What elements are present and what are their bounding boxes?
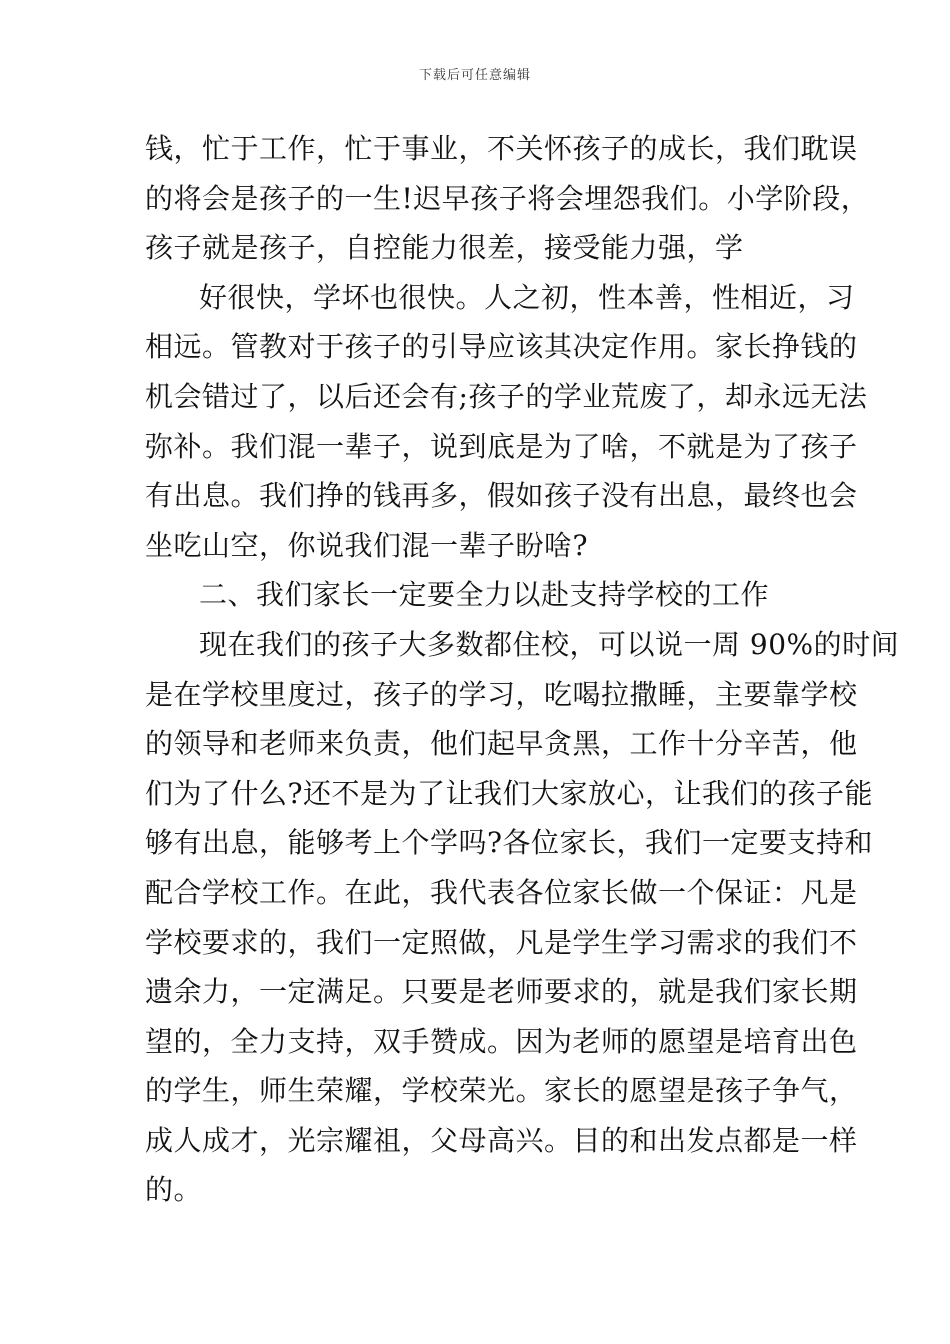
paragraph-line: 好很快，学坏也很快。人之初，性本善，性相近，习 bbox=[199, 280, 855, 314]
text-line: 的领导和老师来负责，他们起早贪黑，工作十分辛苦，他 bbox=[145, 727, 858, 761]
text-line: 孩子就是孩子，自控能力很差，接受能力强，学 bbox=[145, 231, 744, 265]
text-line: 们为了什么?还不是为了让我们大家放心，让我们的孩子能 bbox=[145, 776, 874, 810]
text-line: 够有出息，能够考上个学吗?各位家长，我们一定要支持和 bbox=[145, 826, 874, 860]
text-line: 钱，忙于工作，忙于事业，不关怀孩子的成长，我们耽误 bbox=[145, 132, 858, 165]
section-heading: 二、我们家长一定要全力以赴支持学校的工作 bbox=[199, 578, 770, 612]
text-line: 的。 bbox=[145, 1173, 203, 1207]
document-body bbox=[145, 124, 900, 1215]
text-line: 的学生，师生荣耀，学校荣光。家长的愿望是孩子争气， bbox=[145, 1074, 858, 1108]
page-header: 下载后可任意编辑 bbox=[418, 68, 531, 83]
paragraph-line: 现在我们的孩子大多数都住校，可以说一周 90%的时间 bbox=[199, 627, 900, 661]
text-line: 弥补。我们混一辈子，说到底是为了啥，不就是为了孩子 bbox=[145, 429, 858, 463]
text-line: 机会错过了，以后还会有;孩子的学业荒废了，却永远无法 bbox=[145, 379, 868, 413]
text-line: 望的，全力支持，双手赞成。因为老师的愿望是培育出色 bbox=[145, 1024, 858, 1058]
text-line: 相远。管教对于孩子的引导应该其决定作用。家长挣钱的 bbox=[145, 330, 858, 364]
text-line: 是在学校里度过，孩子的学习，吃喝拉撒睡，主要靠学校 bbox=[145, 677, 858, 711]
text-line: 坐吃山空，你说我们混一辈子盼啥? bbox=[145, 528, 589, 562]
text-line: 有出息。我们挣的钱再多，假如孩子没有出息，最终也会 bbox=[145, 479, 858, 513]
text-line: 遗余力，一定满足。只要是老师要求的，就是我们家长期 bbox=[145, 975, 858, 1009]
text-line: 成人成才，光宗耀祖，父母高兴。目的和出发点都是一样 bbox=[145, 1123, 858, 1157]
text-line: 配合学校工作。在此，我代表各位家长做一个保证：凡是 bbox=[145, 875, 858, 909]
text-line: 学校要求的，我们一定照做，凡是学生学习需求的我们不 bbox=[145, 925, 858, 959]
text-line: 的将会是孩子的一生!迟早孩子将会埋怨我们。小学阶段， bbox=[145, 181, 870, 215]
